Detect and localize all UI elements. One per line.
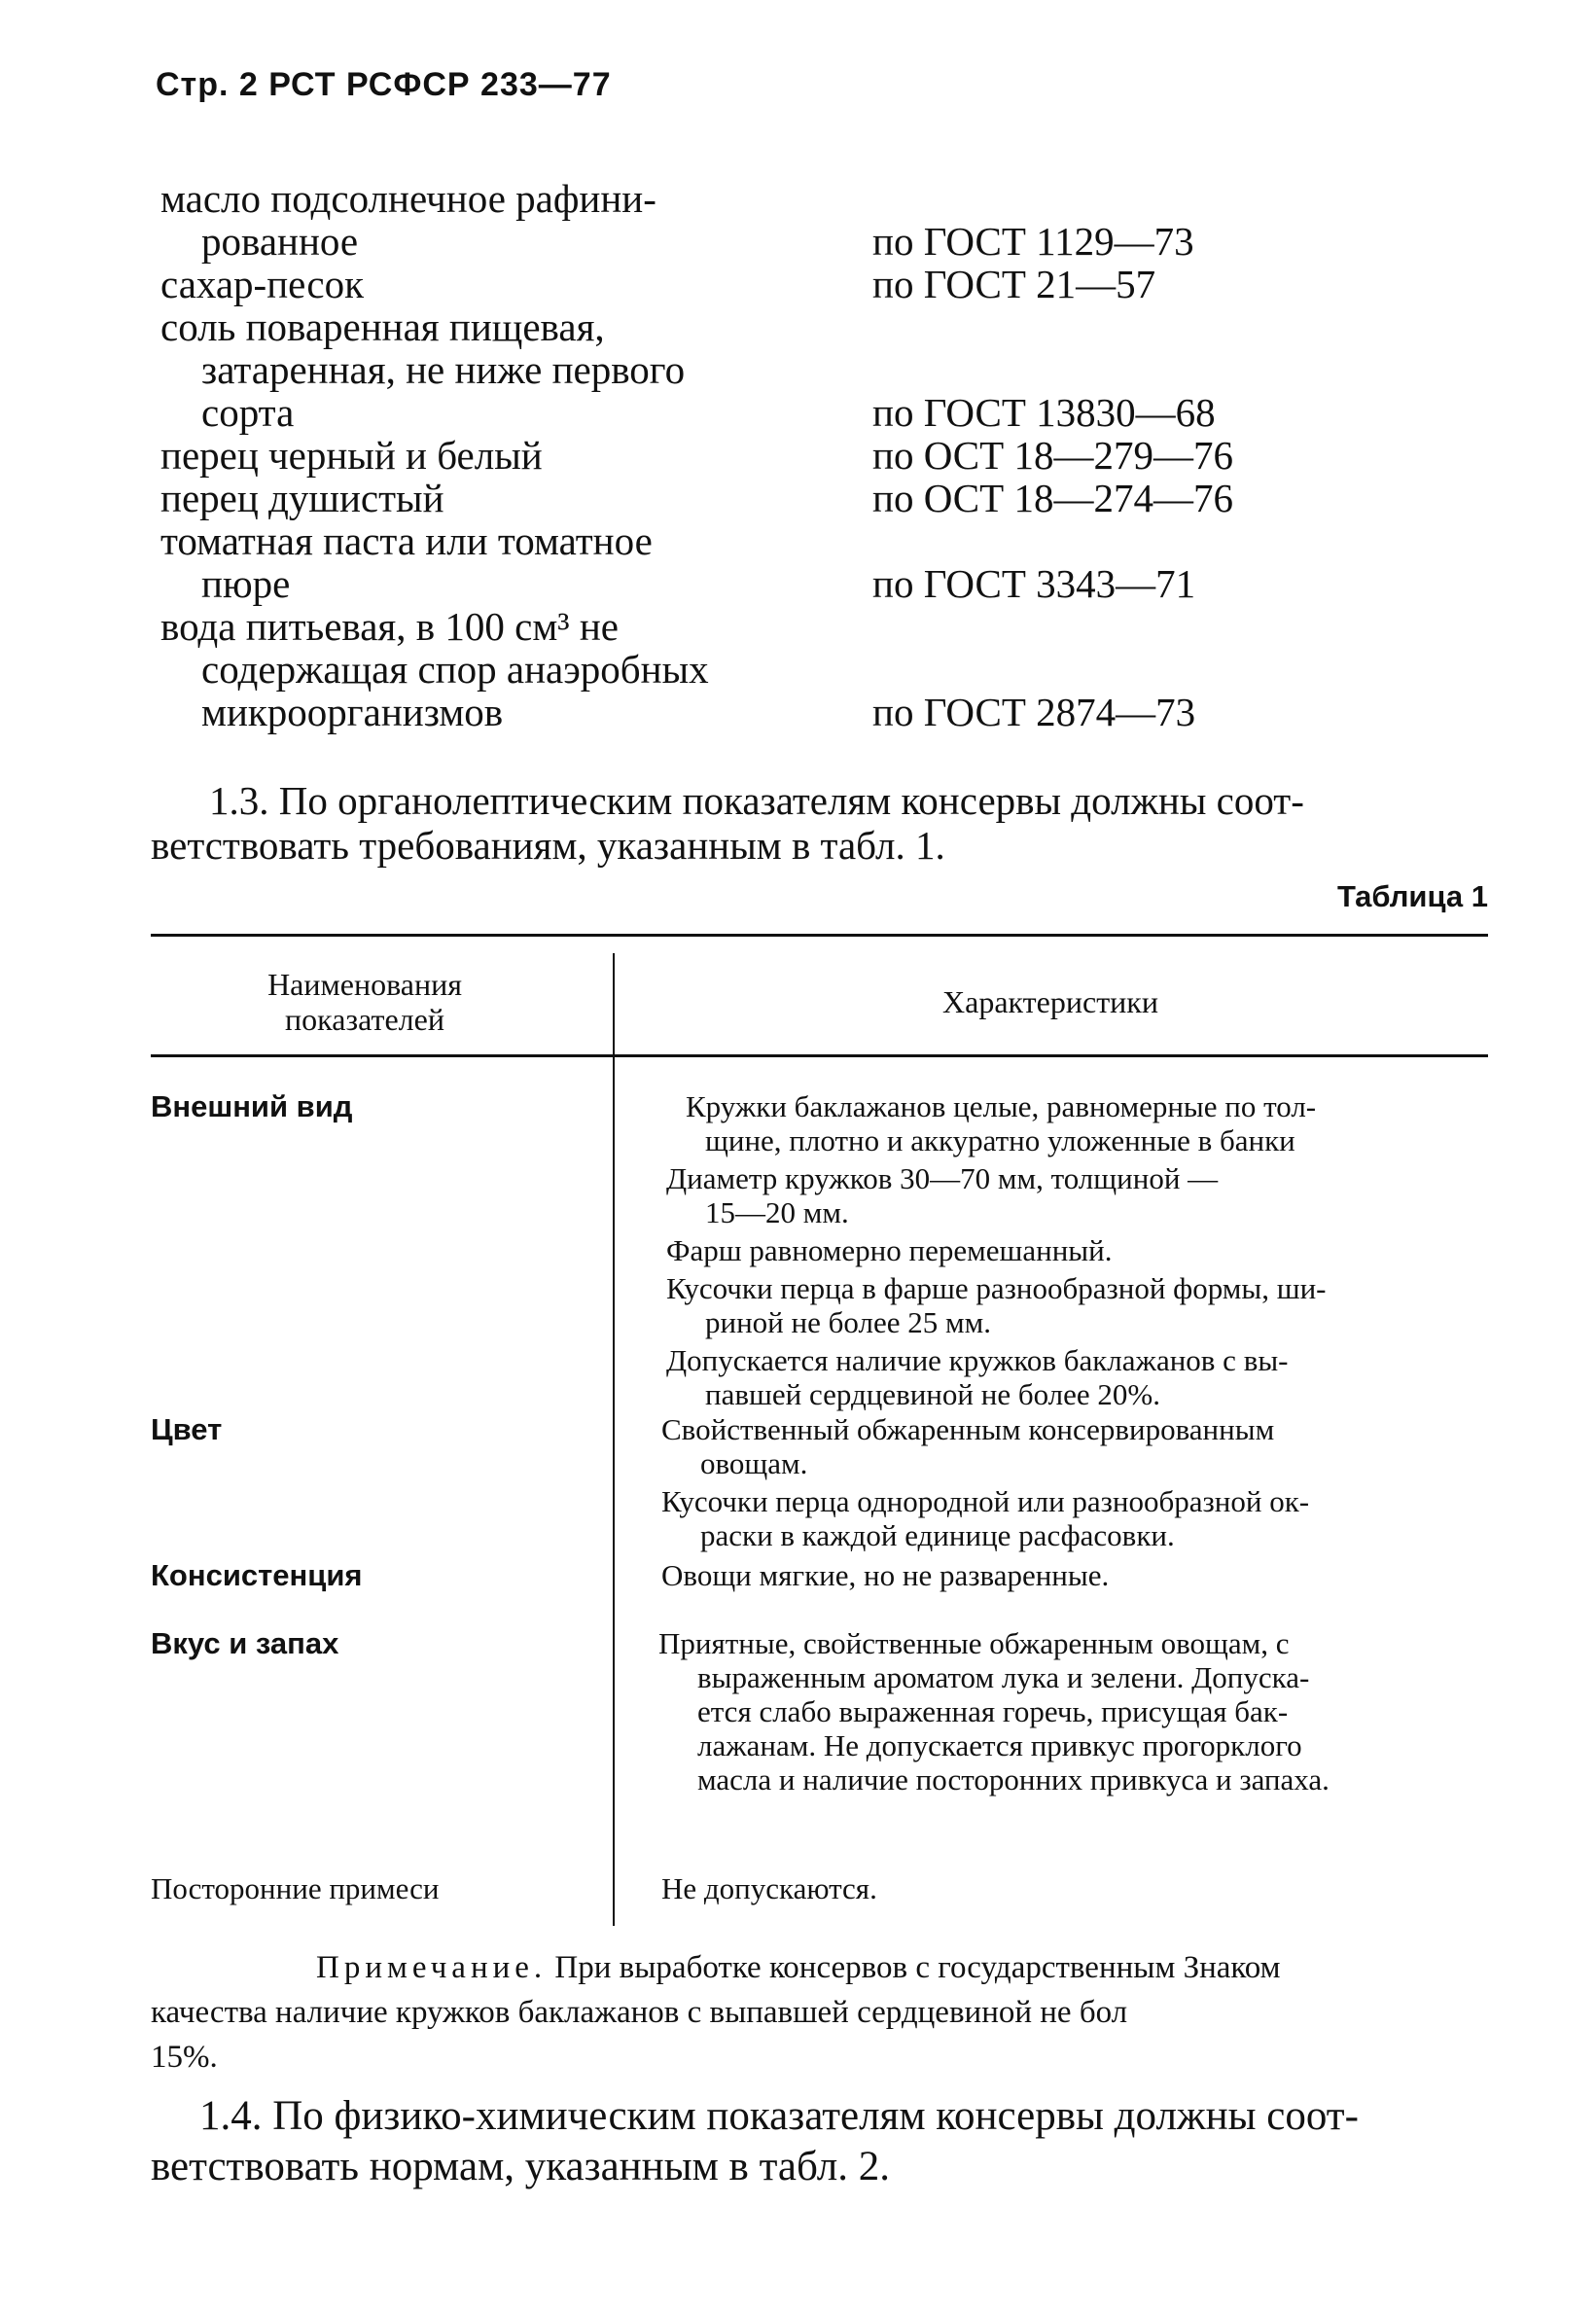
cell-line: овощам.: [700, 1446, 808, 1480]
ingredient-name: масло подсолнечное рафини-: [160, 176, 656, 221]
cell-entry: [661, 1871, 1488, 1905]
row-cell-appearance: [666, 1089, 1493, 1415]
ingredient-row: [160, 346, 1328, 392]
row-label-taste: Вкус и запах: [151, 1626, 339, 1660]
cell-entry: [666, 1089, 1493, 1157]
ingredients-list: [160, 175, 1328, 734]
cell-line: Не допускаются.: [661, 1871, 877, 1905]
cell-line: Кусочки перца однородной или разнообразной ок-: [661, 1484, 1310, 1518]
ingredient-name: микроорганизмов: [201, 690, 504, 734]
cell-line: Овощи мягкие, но не разваренные.: [661, 1558, 1110, 1592]
ingredient-standard: по ОСТ 18—274—76: [872, 476, 1233, 520]
ingredient-name: томатная паста или томатное: [160, 518, 653, 563]
ingredient-name: пюре: [201, 561, 291, 606]
cell-entry: [661, 1484, 1488, 1552]
cell-line: масла и наличие посторонних привкуса и запаха.: [697, 1762, 1330, 1796]
paragraph-line: ветствовать нормам, указанным в табл. 2.: [151, 2144, 891, 2189]
ingredient-row: [160, 218, 1328, 264]
cell-line: Приятные, свойственные обжаренным овощам, с: [658, 1626, 1290, 1660]
cell-line: Допускается наличие кружков баклажанов с вы-: [666, 1343, 1289, 1377]
cell-line: Фарш равномерно перемешанный.: [666, 1233, 1113, 1267]
row-label-impurities: Посторонние примеси: [151, 1871, 440, 1905]
ingredient-row: [160, 689, 1328, 734]
header-line: показателей: [285, 1002, 444, 1037]
cell-line: выраженным ароматом лука и зелени. Допуска-: [697, 1660, 1310, 1694]
cell-entry: [666, 1271, 1493, 1339]
table-column-divider: [613, 953, 615, 1926]
cell-line: риной не более 25 мм.: [705, 1305, 991, 1339]
paragraph-line: ветствовать требованиям, указанным в табл. 1.: [151, 823, 945, 868]
cell-entry: [661, 1412, 1488, 1480]
ingredient-row: [160, 303, 1328, 349]
paragraph-1-4: [151, 2091, 1488, 2192]
paragraph-line: 1.3. По органолептическим показателям консервы должны соот-: [209, 778, 1304, 823]
row-label-appearance: Внешний вид: [151, 1089, 353, 1123]
ingredient-row: [160, 560, 1328, 606]
note-line: 15%.: [151, 2040, 218, 2075]
ingredient-standard: по ГОСТ 3343—71: [872, 561, 1196, 606]
row-cell-impurities: [661, 1871, 1488, 1909]
cell-line: Кружки баклажанов целые, равномерные по тол-: [686, 1089, 1317, 1123]
row-label-consistency: Консистенция: [151, 1558, 363, 1592]
table-caption: Таблица 1: [1336, 879, 1488, 913]
ingredient-name: вода питьевая, в 100 см³ не: [160, 604, 619, 649]
row-cell-color: [661, 1412, 1488, 1556]
page-header: Стр. 2 РСТ РСФСР 233—77: [156, 66, 612, 103]
ingredient-standard: по ОСТ 18—279—76: [872, 433, 1233, 478]
ingredient-row: [160, 389, 1328, 435]
table-note: [151, 1945, 1488, 2080]
ingredient-standard: по ГОСТ 1129—73: [872, 219, 1194, 264]
ingredient-row: [160, 261, 1328, 306]
ingredient-row: [160, 432, 1328, 478]
cell-entry: [666, 1161, 1493, 1229]
note-line: качества наличие кружков баклажанов с выпавшей сердцевиной не бол: [151, 1995, 1128, 2030]
note-word: Примечание.: [316, 1950, 548, 1985]
ingredient-standard: по ГОСТ 2874—73: [872, 690, 1196, 734]
ingredient-name: перец душистый: [160, 476, 444, 520]
ingredient-row: [160, 517, 1328, 563]
row-label-color: Цвет: [151, 1412, 223, 1446]
cell-line: Кусочки перца в фарше разнообразной формы, ши-: [666, 1271, 1327, 1305]
paragraph-1-3: [151, 778, 1488, 868]
ingredient-row: [160, 646, 1328, 692]
ingredient-standard: по ГОСТ 21—57: [872, 262, 1156, 306]
cell-line: щине, плотно и аккуратно уложенные в банки: [705, 1123, 1295, 1157]
ingredient-name: перец черный и белый: [160, 433, 543, 478]
cell-line: ется слабо выраженная горечь, присущая бак-: [697, 1694, 1289, 1728]
cell-line: 15—20 мм.: [705, 1195, 849, 1229]
cell-entry: [666, 1343, 1493, 1411]
note-text: При выработке консервов с государственным Знаком: [554, 1950, 1281, 1985]
ingredient-row: [160, 175, 1328, 221]
ingredient-name: содержащая спор анаэробных: [201, 647, 709, 692]
ingredient-standard: по ГОСТ 13830—68: [872, 390, 1216, 435]
ingredient-name: сорта: [201, 390, 295, 435]
table-header-rule: [151, 1054, 1488, 1057]
cell-line: павшей сердцевиной не более 20%.: [705, 1377, 1160, 1411]
cell-entry: [666, 1233, 1493, 1267]
table-header-indicators: [180, 967, 550, 1037]
cell-entry: [658, 1626, 1485, 1796]
header-line: Наименования: [267, 967, 462, 1002]
row-cell-consistency: [661, 1558, 1488, 1596]
note-line: [151, 1945, 1488, 1990]
ingredient-row: [160, 603, 1328, 649]
ingredient-row: [160, 475, 1328, 520]
paragraph-line: 1.4. По физико-химическим показателям консервы должны соот-: [199, 2093, 1359, 2139]
cell-line: Диаметр кружков 30—70 мм, толщиной —: [666, 1161, 1219, 1195]
row-cell-taste: [658, 1626, 1485, 1800]
ingredient-name: соль поваренная пищевая,: [160, 304, 605, 349]
cell-line: Свойственный обжаренным консервированным: [661, 1412, 1275, 1446]
cell-line: лажанам. Не допускается привкус прогорклого: [697, 1728, 1302, 1762]
cell-entry: [661, 1558, 1488, 1592]
ingredient-name: сахар-песок: [160, 262, 364, 306]
table-top-rule: [151, 934, 1488, 937]
ingredient-name: рованное: [201, 219, 359, 264]
table-1: [151, 934, 1488, 1916]
table-header-characteristics: Характеристики: [942, 984, 1158, 1019]
cell-line: раски в каждой единице расфасовки.: [700, 1518, 1175, 1552]
ingredient-name: затаренная, не ниже первого: [201, 347, 686, 392]
